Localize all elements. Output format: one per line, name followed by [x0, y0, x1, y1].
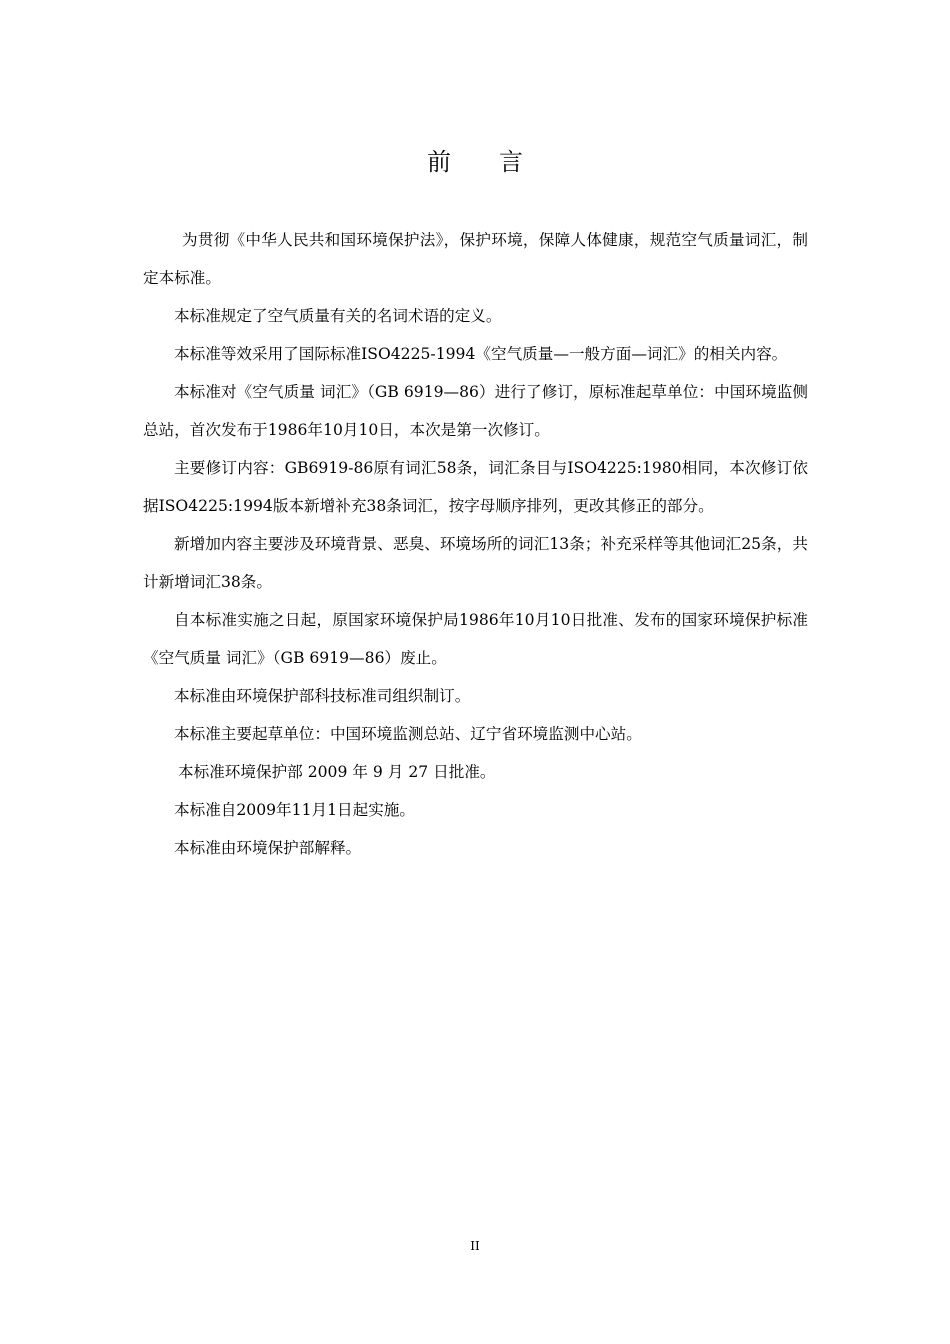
paragraph-implementation: 本标准自2009年11月1日起实施。 [174, 801, 415, 819]
page-title [0, 146, 950, 178]
paragraph-scope: 本标准规定了空气质量有关的名词术语的定义。 [174, 307, 502, 325]
title-char-2: 言 [499, 148, 523, 176]
paragraph-drafting-units: 本标准主要起草单位：中国环境监测总站、辽宁省环境监测中心站。 [174, 725, 642, 743]
paragraph-organizer: 本标准由环境保护部科技标准司组织制订。 [174, 687, 471, 705]
paragraph-new-content: 新增加内容主要涉及环境背景、恶臭、环境场所的词汇13条；补充采样等其他词汇25条，共计新增词汇38条。 [143, 535, 808, 591]
paragraph-revision: 本标准对《空气质量 词汇》（GB 6919—86）进行了修订，原标准起草单位：中国环境监侧总站，首次发布于1986年10月10日，本次是第一次修订。 [143, 383, 808, 439]
page-number: II [470, 1239, 480, 1253]
paragraph-approval: 本标准环境保护部 2009 年 9 月 27 日批准。 [178, 763, 496, 781]
paragraph-abolition: 自本标准实施之日起，原国家环境保护局1986年10月10日批准、发布的国家环境保护标准《空气质量 词汇》（GB 6919—86）废止。 [143, 611, 808, 667]
title-char-1: 前 [427, 148, 451, 176]
paragraph-purpose: 为贯彻《中华人民共和国环境保护法》，保护环境，保障人体健康，规范空气质量词汇，制定本标准。 [143, 231, 808, 287]
paragraph-interpretation: 本标准由环境保护部解释。 [174, 839, 362, 857]
preface-body [143, 221, 808, 867]
paragraph-main-changes: 主要修订内容：GB6919-86原有词汇58条，词汇条目与ISO4225:1980相同，本次修订依据ISO4225:1994版本新增补充38条词汇，按字母顺序排列，更改其修正的部分。 [143, 459, 808, 515]
paragraph-equivalence: 本标准等效采用了国际标准ISO4225-1994《空气质量—一般方面—词汇》的相关内容。 [174, 345, 788, 363]
